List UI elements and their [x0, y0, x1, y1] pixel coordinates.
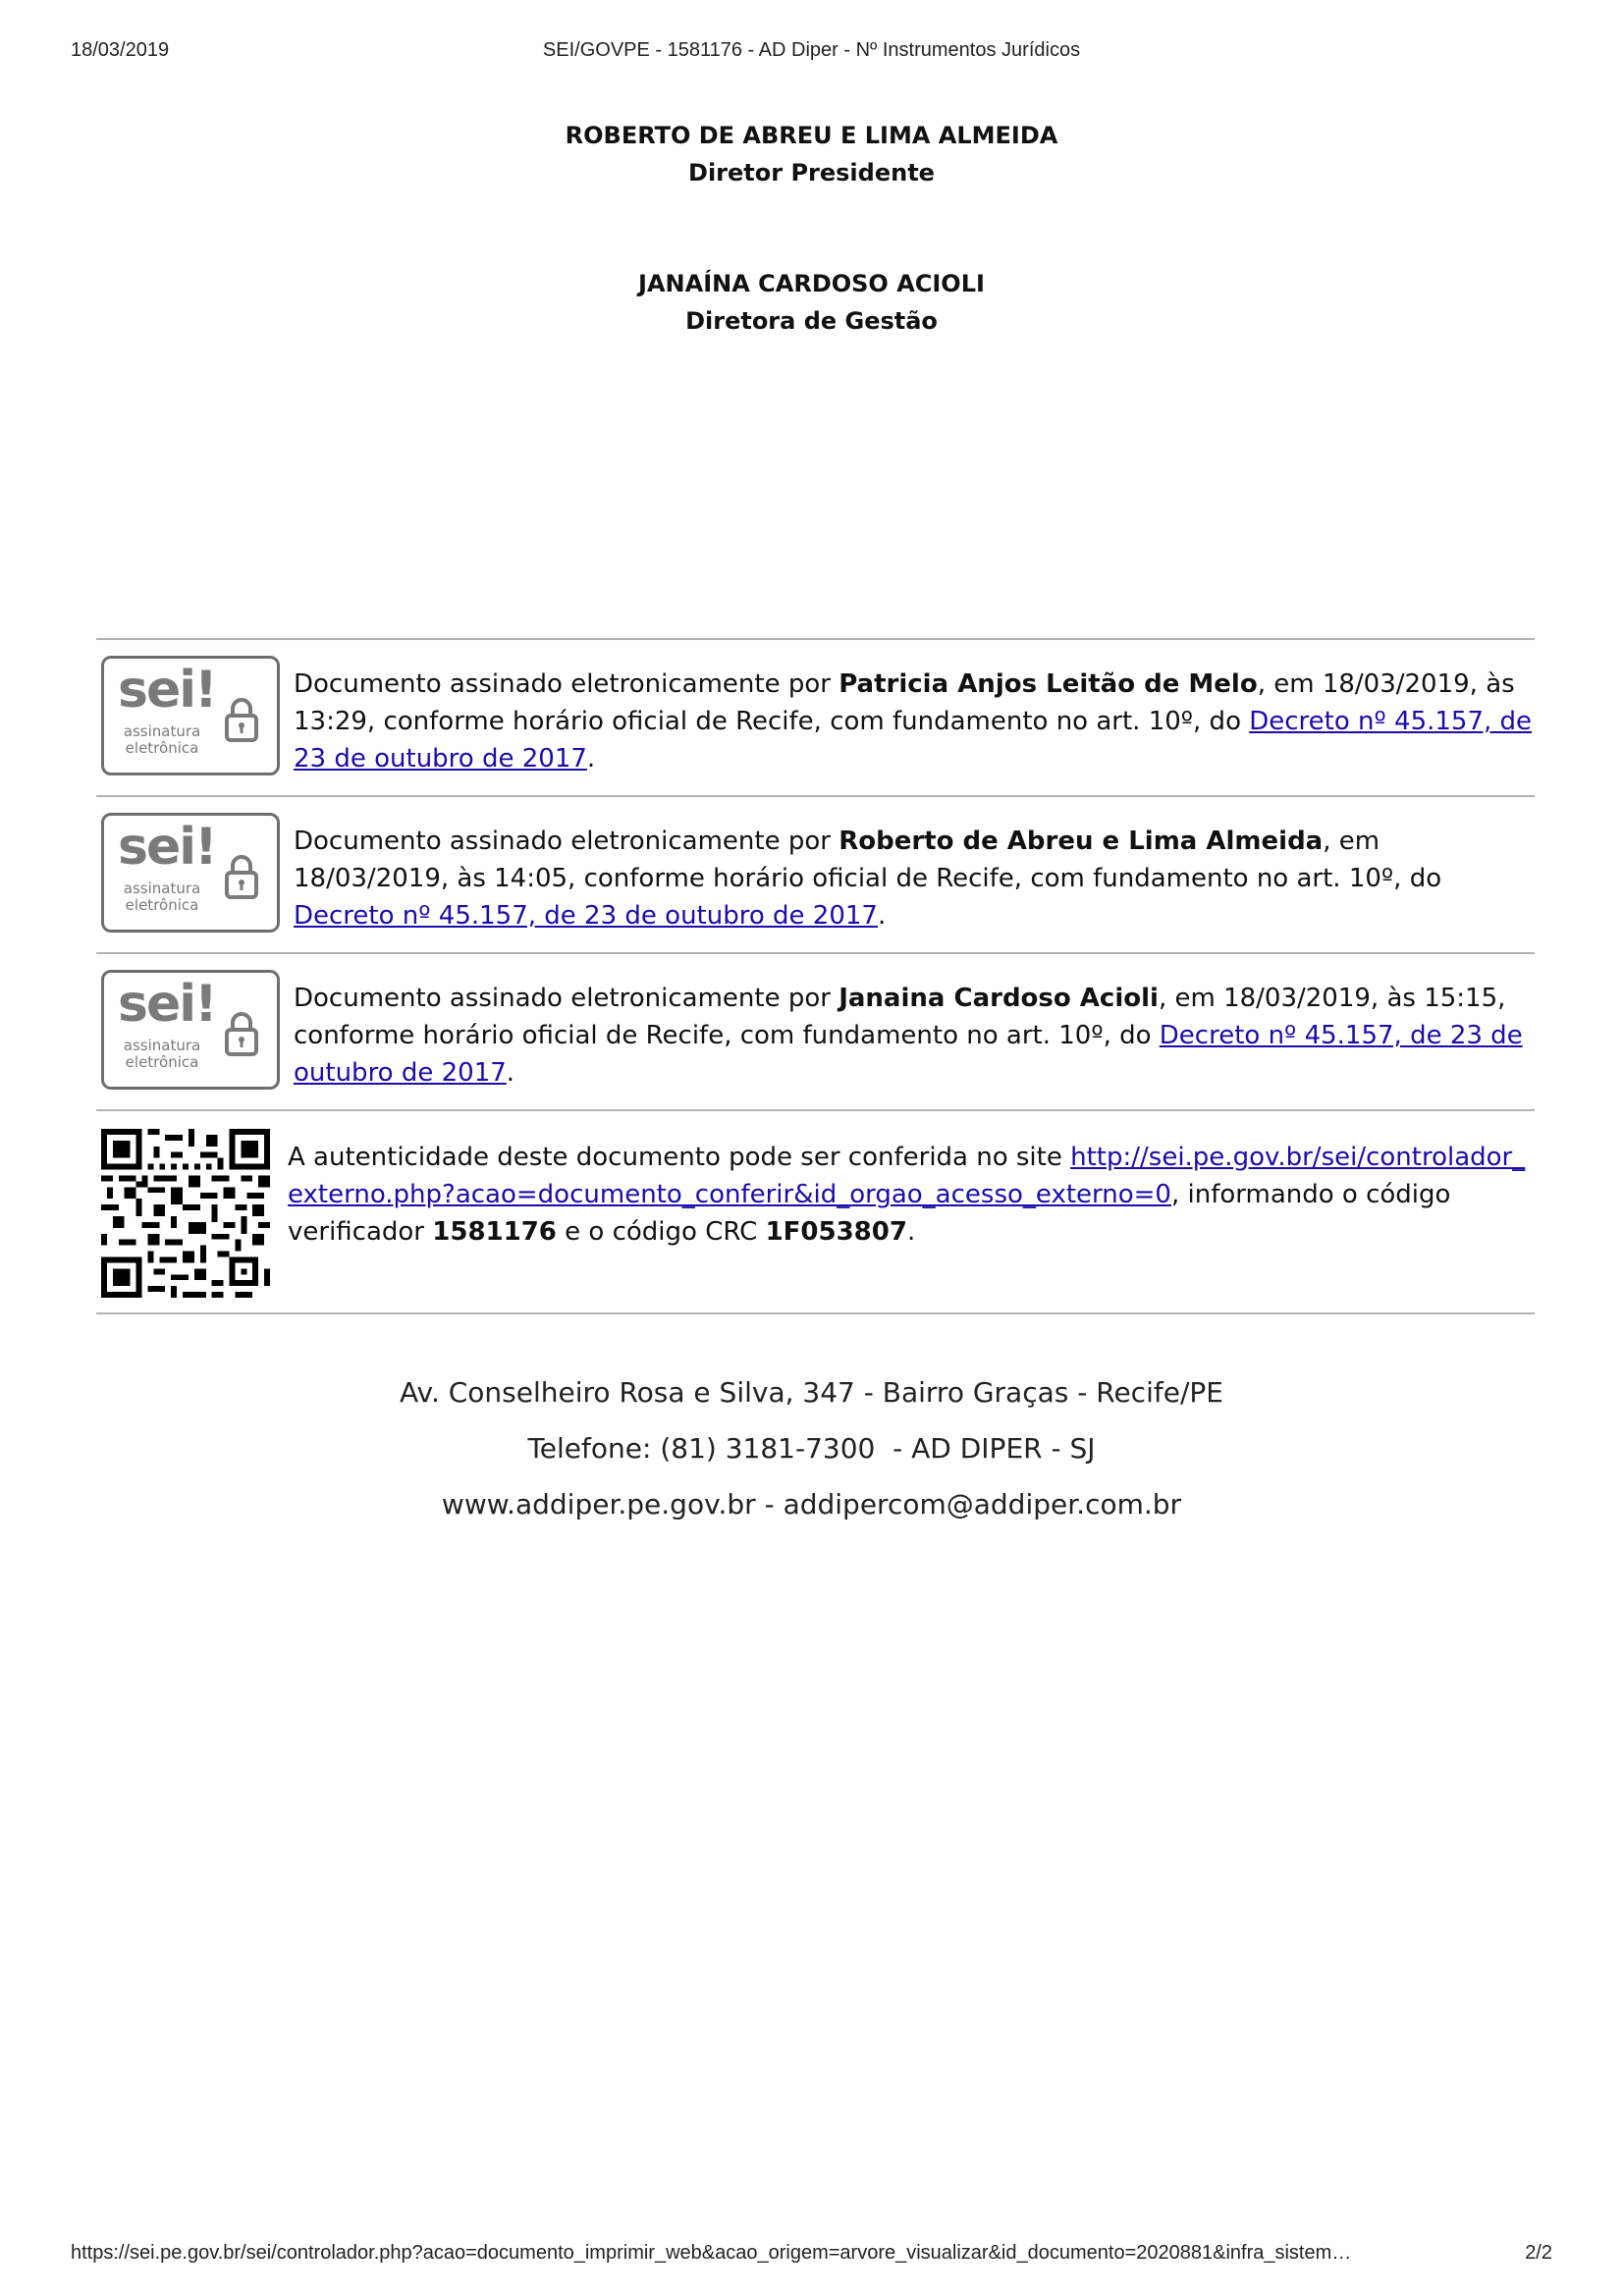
- authenticity-row: [96, 1109, 1535, 1314]
- decree-link[interactable]: Decreto nº 45.157, de 23 de outubro de 2017: [294, 1021, 1523, 1088]
- signer-name: JANAÍNA CARDOSO ACIOLI: [638, 270, 985, 297]
- signature-row: [96, 795, 1535, 952]
- signer-role: Diretora de Gestão: [685, 307, 938, 335]
- signer-role: Diretor Presidente: [688, 159, 935, 187]
- address-footer: [0, 1364, 1623, 1532]
- signer-name: Roberto de Abreu e Lima Almeida: [839, 827, 1324, 856]
- decree-link[interactable]: Decreto nº 45.157, de 23 de outubro de 2017: [294, 901, 878, 931]
- decree-link[interactable]: Decreto nº 45.157, de 23 de outubro de 2017: [294, 707, 1533, 774]
- page-number: 2/2: [1525, 2242, 1552, 2264]
- seal-label: eletrônica: [125, 896, 199, 914]
- padlock-icon: [224, 696, 259, 743]
- seal-label: assinatura: [123, 722, 201, 740]
- signer-name: Janaina Cardoso Acioli: [839, 984, 1159, 1013]
- authenticity-text: A autenticidade deste documento pode ser conferida no site http://sei.pe.gov.br/sei/controlador_externo.php?acao=documento_conferir&id_orgao_acesso_externo=0, informando o código verificador 1581176 e o código CRC 1F053807.: [288, 1143, 1526, 1247]
- phone-line: Telefone: (81) 3181-7300 - AD DIPER - SJ: [527, 1432, 1096, 1465]
- web-line: www.addiper.pe.gov.br - addipercom@addiper.com.br: [441, 1488, 1182, 1521]
- seal-label: assinatura: [123, 880, 201, 897]
- signer-block: [0, 117, 1623, 191]
- verification-code: 1581176: [432, 1217, 557, 1247]
- crc-code: 1F053807: [765, 1217, 907, 1247]
- print-header: [71, 39, 1552, 69]
- signature-text: Documento assinado eletronicamente por Patricia Anjos Leitão de Melo, em 18/03/2019, às 13:29, conforme horário oficial de Recife, com fundamento no art. 10º, do Decreto nº 45.157, de 23 de outubro de 2017.: [294, 669, 1533, 774]
- sei-signature-seal: [101, 656, 280, 775]
- seal-label: eletrônica: [125, 739, 199, 757]
- print-title: SEI/GOVPE - 1581176 - AD Diper - Nº Instrumentos Jurídicos: [542, 39, 1081, 61]
- verification-link[interactable]: http://sei.pe.gov.br/sei/controlador_externo.php?acao=documento_conferir&id_orgao_acesso_externo=0: [288, 1143, 1526, 1209]
- signature-text: Documento assinado eletronicamente por Roberto de Abreu e Lima Almeida, em 18/03/2019, às 14:05, conforme horário oficial de Recife, com fundamento no art. 10º, do Decreto nº 45.157, de 23 de outubro de 2017.: [294, 827, 1442, 931]
- signer-name: ROBERTO DE ABREU E LIMA ALMEIDA: [565, 122, 1058, 149]
- print-date: 18/03/2019: [71, 39, 170, 61]
- sei-signature-seal: [101, 813, 280, 933]
- signer-name: Patricia Anjos Leitão de Melo: [839, 669, 1258, 699]
- sei-logo: sei!: [118, 975, 216, 1034]
- qr-code-icon: [101, 1129, 270, 1298]
- print-url: https://sei.pe.gov.br/sei/controlador.php?acao=documento_imprimir_web&acao_origem=arvore_visualizar&id_documento=2020881&infra_sistem…: [71, 2242, 1352, 2264]
- sei-signature-seal: [101, 970, 280, 1090]
- padlock-icon: [224, 1010, 259, 1057]
- padlock-icon: [224, 853, 259, 900]
- signer-block: [0, 265, 1623, 340]
- signature-table: [96, 638, 1535, 1314]
- signature-row: [96, 638, 1535, 795]
- signature-row: [96, 952, 1535, 1109]
- seal-label: eletrônica: [125, 1053, 199, 1071]
- signature-text: Documento assinado eletronicamente por Janaina Cardoso Acioli, em 18/03/2019, às 15:15, conforme horário oficial de Recife, com fundamento no art. 10º, do Decreto nº 45.157, de 23 de outubro de 2017.: [294, 984, 1523, 1088]
- sei-logo: sei!: [118, 818, 216, 877]
- seal-label: assinatura: [123, 1037, 201, 1054]
- address-line: Av. Conselheiro Rosa e Silva, 347 - Bairro Graças - Recife/PE: [400, 1376, 1223, 1409]
- sei-logo: sei!: [118, 661, 216, 720]
